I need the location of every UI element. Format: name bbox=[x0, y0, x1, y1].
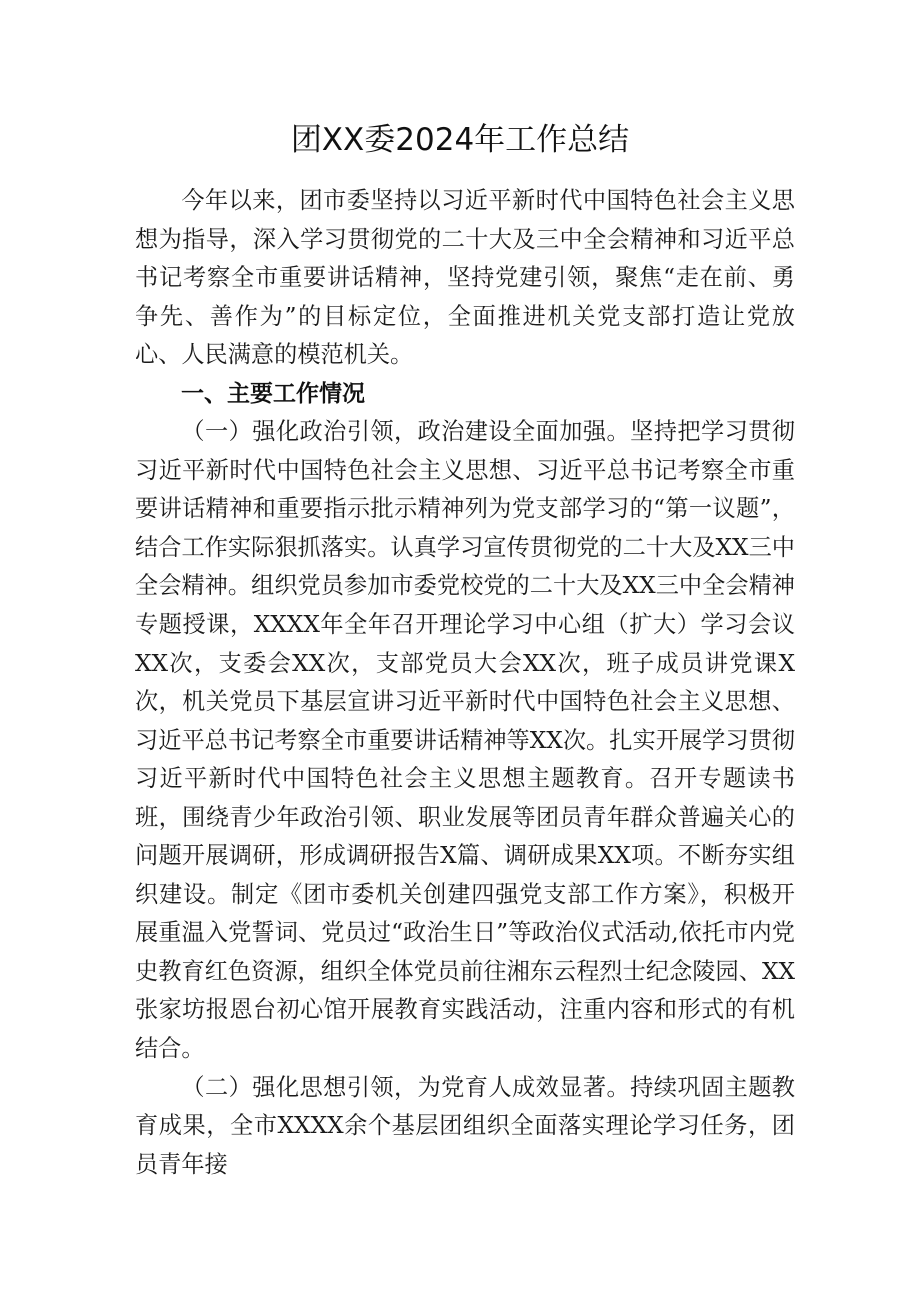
intro-paragraph: 今年以来，团市委坚持以习近平新时代中国特色社会主义思想为指导，深入学习贯彻党的二十大及三中全会精神和习近平总书记考察全市重要讲话精神，坚持党建引领，聚焦“走在前、勇争先、善作为”的目标定位，全面推进机关党支部打造让党放心、人民满意的模范机关。 bbox=[135, 187, 795, 369]
paragraph-2: （二）强化思想引领，为党育人成效显著。持续巩固主题教育成果，全市XXXX余个基层团组织全面落实理论学习任务，团员青年接 bbox=[135, 1073, 795, 1178]
section-heading: 一、主要工作情况 bbox=[181, 380, 365, 407]
document-body bbox=[135, 182, 795, 1184]
paragraph-1: （一）强化政治引领，政治建设全面加强。坚持把学习贯彻习近平新时代中国特色社会主义思想、习近平总书记考察全市重要讲话精神和重要指示批示精神列为党支部学习的“第一议题”，结合工作实际狠抓落实。认真学习宣传贯彻党的二十大及XX三中全会精神。组织党员参加市委党校党的二十大及XX三中全会精神专题授课，XXXX年全年召开理论学习中心组（扩大）学习会议XX次，支委会XX次，支部党员大会XX次，班子成员讲党课X次，机关党员下基层宣讲习近平新时代中国特色社会主义思想、习近平总书记考察全市重要讲话精神等XX次。扎实开展学习贯彻习近平新时代中国特色社会主义思想主题教育。召开专题读书班，围绕青少年政治引领、职业发展等团员青年群众普遍关心的问题开展调研，形成调研报告X篇、调研成果XX项。不断夯实组织建设。制定《团市委机关创建四强党支部工作方案》，积极开展重温入党誓词、党员过“政治生日”等政治仪式活动,依托市内党史教育红色资源，组织全体党员前往湘东云程烈士纪念陵园、XX张家坊报恩台初心馆开展教育实践活动，注重内容和形式的有机结合。 bbox=[135, 418, 795, 1063]
document-title: 团XX委2024年工作总结 bbox=[290, 122, 630, 158]
